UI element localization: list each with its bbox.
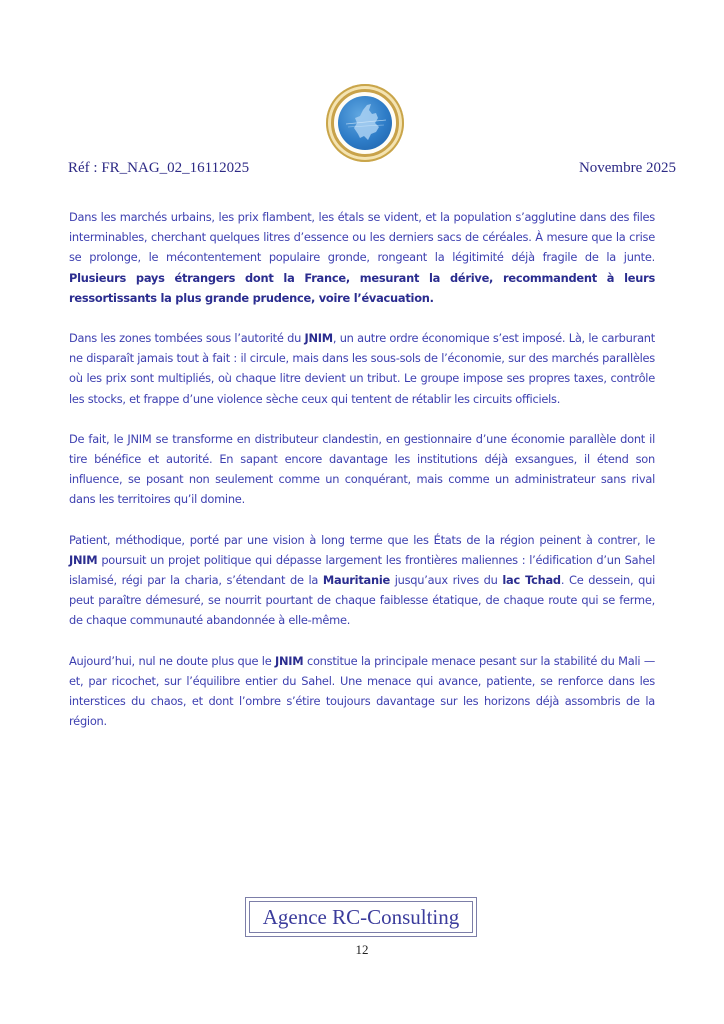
text-segment: , un autre ordre économique s’est imposé. Là, le carburant ne disparaît jamais tout à fait : il circule, mais dans les sous-sols de l’économie, sur des marchés parallèles où les prix sont multipliés, où chaque litre devient un tribut. Le groupe impose ses propres taxes, contrôle les stocks, et frappe d’une violence sèche ceux qui tentent de rétablir les circuits officiels.: [69, 331, 655, 406]
text-segment: poursuit un projet politique qui dépasse largement les frontières maliennes : l’édification d’un Sahel islamisé, régi par la charia, s’étendant de la: [69, 552, 655, 588]
document-header: [68, 160, 676, 177]
text-segment: Aujourd’hui, nul ne doute plus que le: [69, 653, 276, 668]
emphasized-text: Plusieurs pays étrangers dont la France, mesurant la dérive, recommandent à leurs ressortissants la plus grande prudence, voire l’évacuation.: [69, 270, 655, 305]
text-segment: constitue la principale menace pesant sur la stabilité du Mali — et, par ricochet, sur l’équilibre entier du Sahel. Une menace qui avance, patiente, se renforce dans les interstices du chaos, et dont l’ombre s’étire toujours davantage sur les horizons déjà assombris de la région.: [69, 653, 656, 729]
emphasized-text: JNIM: [275, 653, 304, 668]
paragraph: [69, 530, 655, 631]
text-segment: Patient, méthodique, porté par une vision à long terme que les États de la région peinent à contrer, le: [69, 532, 655, 547]
document-date: Novembre 2025: [578, 160, 676, 176]
reference-code: Réf : FR_NAG_02_16112025: [68, 160, 250, 176]
text-segment: jusqu’aux rives du: [389, 573, 503, 588]
logo-globe: [338, 96, 392, 150]
paragraph: [69, 651, 655, 732]
text-segment: Dans les marchés urbains, les prix flambent, les étals se vident, et la population s’agglutine dans des files interminables, cherchant quelques litres d’essence ou les derniers sacs de céréales. À mesure que la crise se prolonge, le mécontentement populaire gronde, rongeant la légitimité déjà fragile de la junte.: [69, 210, 655, 265]
paragraph: [69, 207, 655, 308]
page-number: 12: [355, 942, 369, 957]
footer-agency-box: [245, 897, 477, 937]
emphasized-text: lac Tchad: [502, 573, 561, 588]
paragraph: [69, 328, 655, 409]
emphasized-text: JNIM: [69, 552, 98, 567]
paragraph: [69, 429, 655, 510]
europe-globe-emblem-icon: [326, 84, 404, 162]
emphasized-text: Mauritanie: [322, 573, 390, 588]
emphasized-text: JNIM: [304, 331, 333, 346]
text-segment: De fait, le JNIM se transforme en distributeur clandestin, en gestionnaire d’une économie parallèle dont il tire bénéfice et autorité. En sapant encore davantage les institutions déjà exsangues, il étend son influence, se posant non seulement comme un conquérant, mais comme un administrateur sans rival dans les territoires qu’il domine.: [69, 431, 655, 507]
text-segment: Dans les zones tombées sous l’autorité du: [69, 331, 305, 346]
text-segment: . Ce dessein, qui peut paraître démesuré, se nourrit pourtant de chaque faiblesse étatique, de chaque route qui se ferme, de chaque communauté abandonnée à elle-même.: [69, 573, 656, 628]
footer-agency-name: Agence RC-Consulting: [249, 901, 473, 933]
document-body: [69, 207, 655, 751]
